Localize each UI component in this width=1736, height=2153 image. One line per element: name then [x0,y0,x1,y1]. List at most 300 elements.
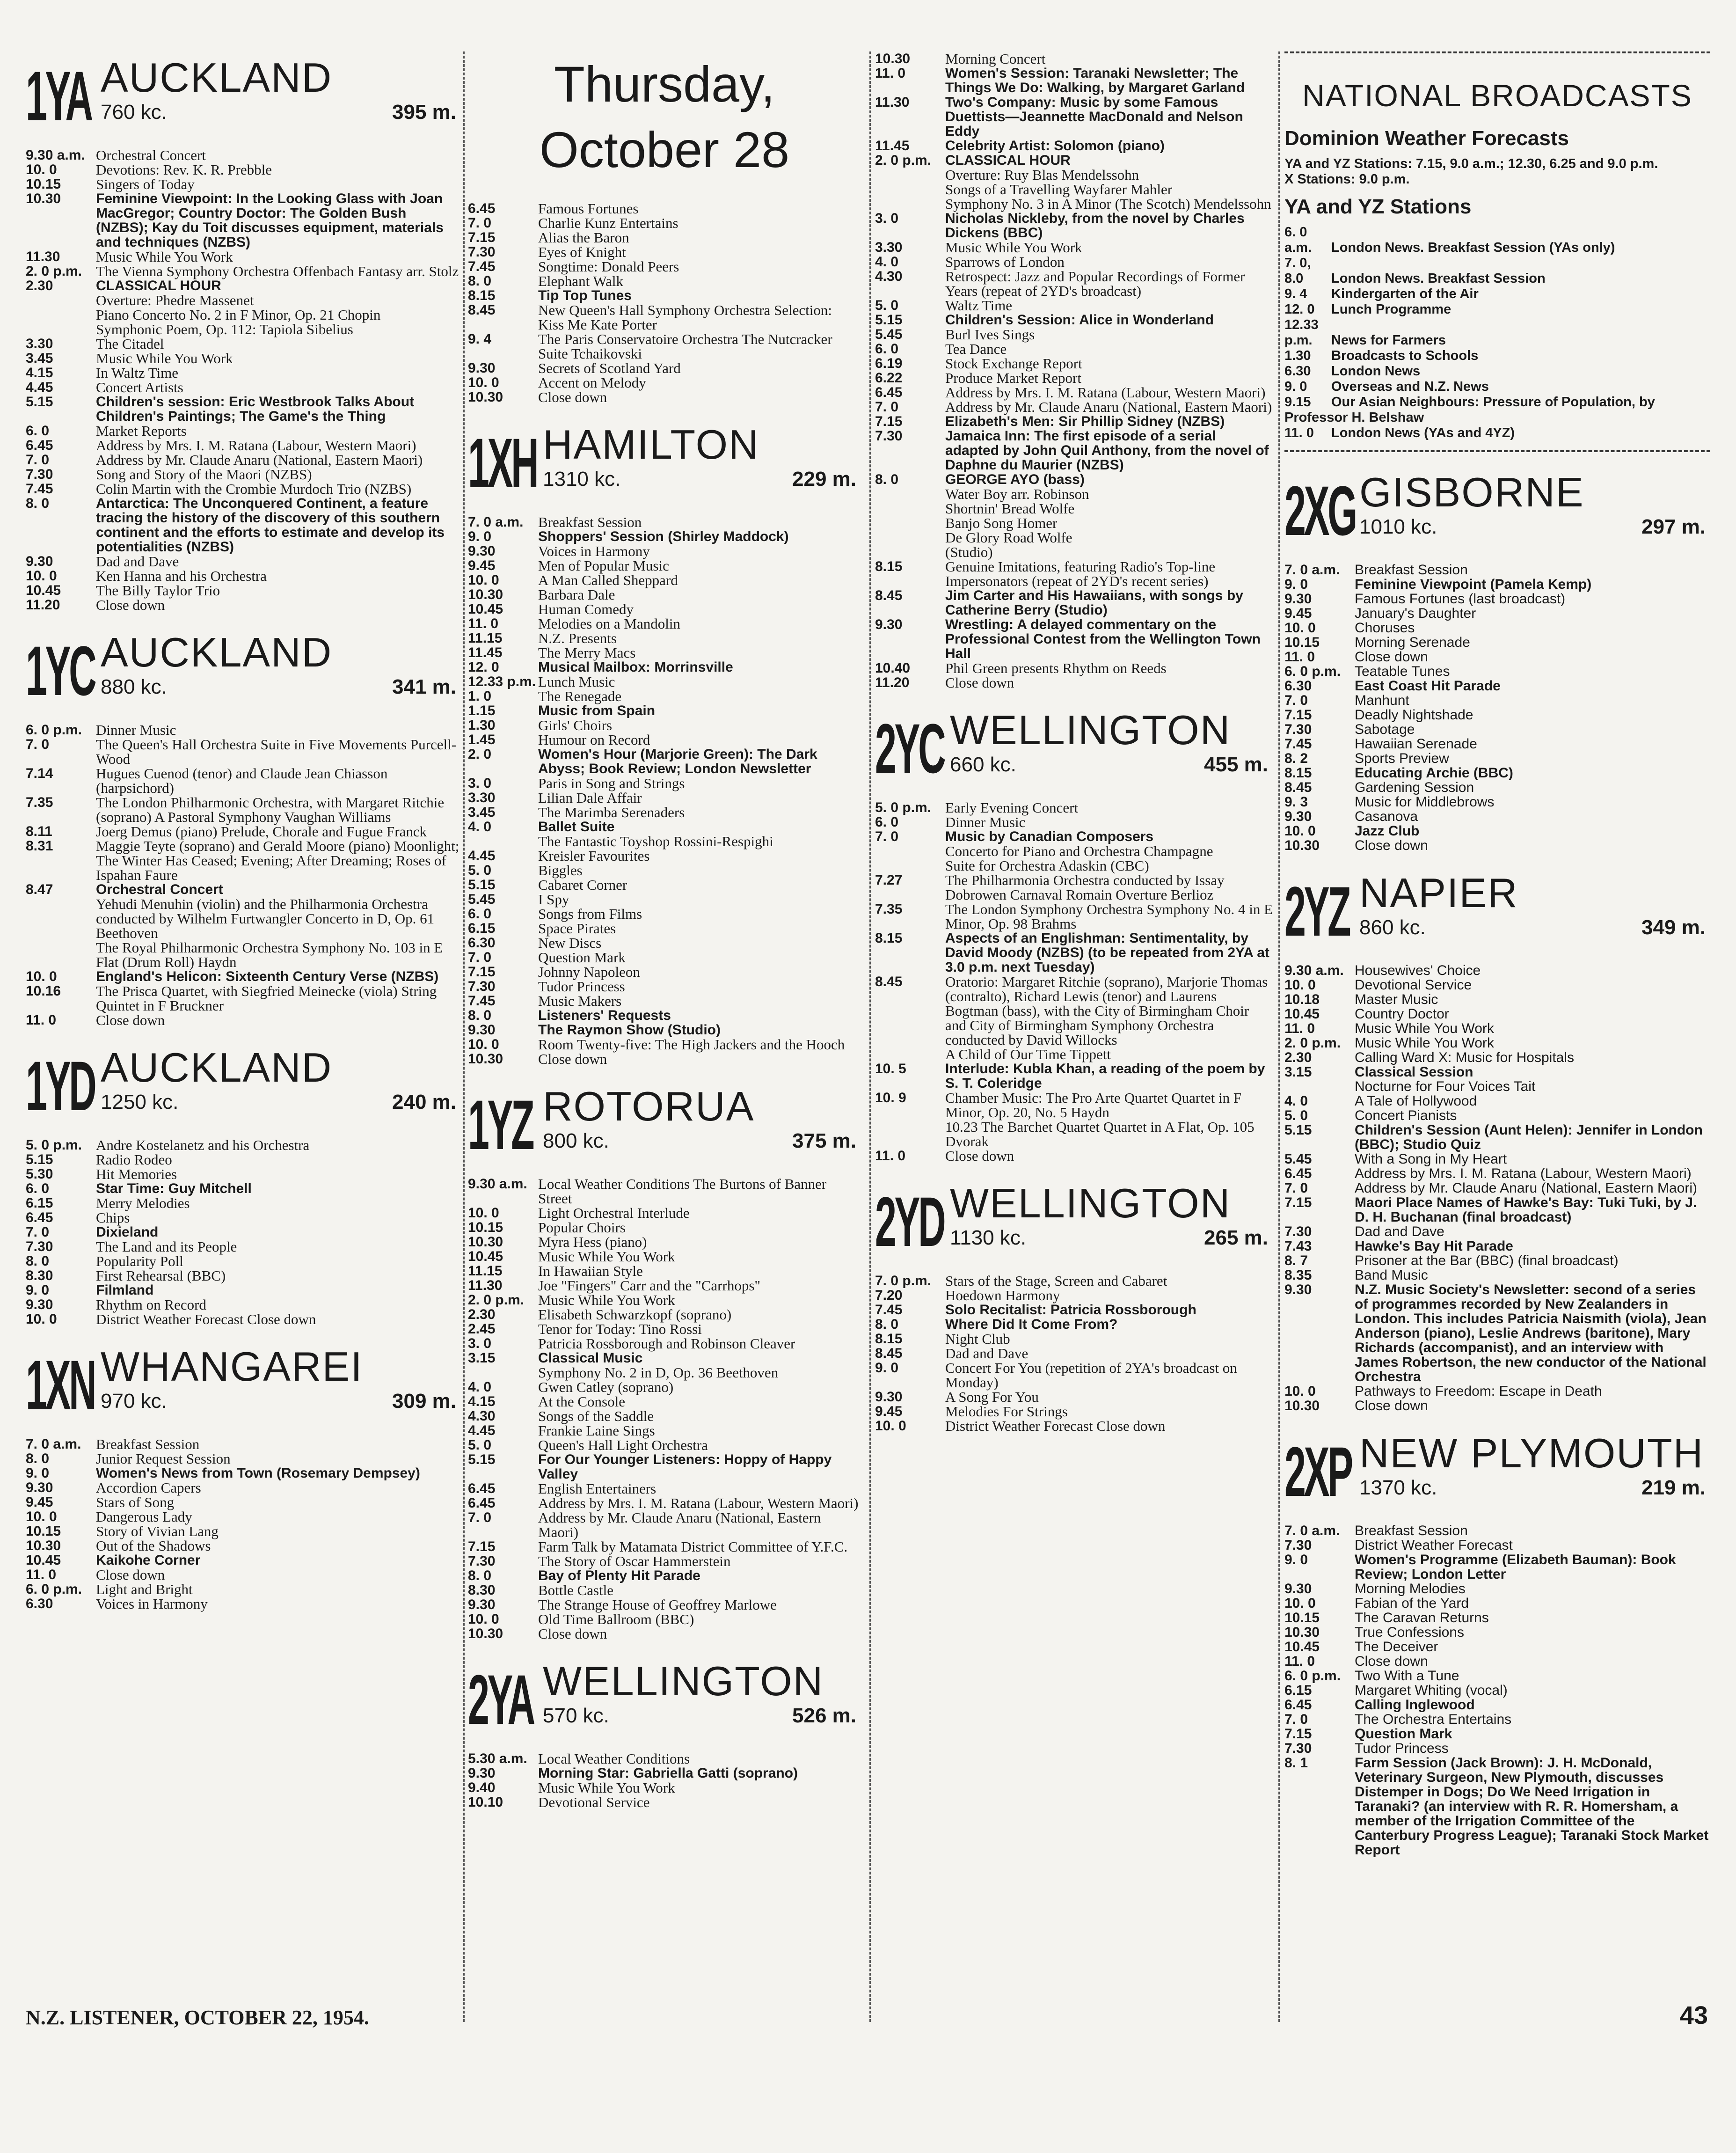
programme-item [1284,1756,1710,1857]
programme-time: 9.30 [26,554,53,569]
programme-item [1284,795,1710,809]
programme-item [26,824,461,839]
programme-item [26,162,461,177]
programme-time: 9.30 [26,1480,53,1495]
programme-time: 11. 0 [468,616,499,631]
programme-time: 5. 0 [468,863,492,878]
programme-item [468,1220,861,1235]
programme-title: Educating Archie (BBC) [1355,765,1513,781]
programme-item [468,718,861,732]
programme-item [1284,1611,1710,1625]
programme-time: 9.30 [468,360,496,376]
call-sign: 2YD [875,1182,944,1261]
programme-title: Elephant Walk [538,273,624,289]
programme-time: 6.15 [468,921,496,936]
programme-title: District Weather Forecast [1355,1538,1513,1553]
programme-item [26,1297,461,1312]
programme-title: Breakfast Session [96,1436,200,1452]
programme-item [875,545,1273,559]
programme-item [875,472,1273,487]
programme-item [875,95,1273,139]
programme-time: 6. 0 [875,341,899,357]
programme-time: 7.14 [26,766,53,781]
programme-time: 10.45 [468,601,503,617]
programme-item [875,588,1273,617]
programme-item [875,168,1273,182]
programme-time: 5. 0 p.m. [26,1137,82,1153]
programme-item [1284,1181,1710,1195]
programme-title: 10.23 The Barchet Quartet Quartet in A Flat, Op. 105 Dvorak [945,1119,1255,1150]
programme-time: 3.45 [468,805,496,820]
programme-item [875,153,1273,168]
programme-time: 5. 0 [875,298,899,313]
programme-item [468,1409,861,1423]
programme-title: Address by Mrs. I. M. Ratana (Labour, Western Maori) [538,1495,859,1511]
national-programme: Overseas and N.Z. News [1331,379,1489,394]
programme-time: 8. 0 [468,273,492,289]
programme-time: 4.45 [468,1423,496,1438]
programme-item [468,1597,861,1612]
programme-time: 3.15 [1284,1064,1312,1080]
station-city: ROTORUA [543,1083,755,1129]
programme-item [468,834,861,849]
programme-item [468,1235,861,1249]
programme-title: Tip Top Tunes [538,288,632,303]
programme-time: 10.40 [875,660,911,676]
programme-title: Close down [96,597,165,613]
programme-time [875,1120,945,1149]
programme-time: 10.30 [468,1626,503,1641]
programme-item [1284,1727,1710,1741]
column-3 [875,51,1273,1447]
programme-time: 2.30 [468,1307,496,1322]
programme-time: 7.45 [875,1302,903,1318]
national-item [1284,317,1710,348]
column-divider [869,51,871,2022]
programme-time [875,487,945,501]
programme-title: Jim Carter and His Hawaiians, with songs by Catherine Berry (Studio) [945,588,1243,618]
programme-title: Tudor Princess [538,978,625,995]
programme-item [468,515,861,529]
programme-item [1284,751,1710,766]
programme-item [1284,1683,1710,1698]
programme-title: Breakfast Session [1355,562,1468,578]
programme-item [875,139,1273,153]
programme-item [26,1138,461,1152]
programme-title: Master Music [1355,992,1438,1007]
programme-item [875,815,1273,829]
programme-title: Stars of the Stage, Screen and Cabaret [945,1273,1167,1289]
programme-time: 11.30 [875,95,910,110]
programme-time: 5.45 [1284,1151,1312,1167]
programme-title: Women's News from Town (Rosemary Dempsey) [96,1465,420,1481]
programme-item [1284,1021,1710,1036]
programme-title: Merry Melodies [96,1195,190,1211]
programme-title: Night Club [945,1331,1010,1347]
programme-item [468,1177,861,1206]
programme-time: 10.15 [1284,635,1320,650]
national-programme: News for Farmers [1331,333,1446,348]
programme-title: Breakfast Session [538,514,642,530]
programme-item [468,1052,861,1066]
programme-time: 9.30 a.m. [468,1176,527,1192]
programme-item [468,660,861,674]
programme-time: 10.45 [26,1553,61,1568]
programme-time: 9. 0 [1284,1552,1308,1567]
programme-item [875,211,1273,240]
programme-item [26,1553,461,1567]
programme-time: 3.30 [26,336,53,352]
programme-time: 6.45 [875,385,903,400]
programme-title: Voices in Harmony [96,1596,208,1612]
programme-title: Jamaica Inn: The first episode of a serial adapted by John Quil Anthony, from the novel of Daphne du Maurier (NZBS) [945,428,1269,473]
station-city: GISBORNE [1359,469,1584,515]
programme-time: 2. 0 p.m. [26,264,82,279]
programme-item [26,1596,461,1611]
programme-title: Symphony No. 3 in A Minor (The Scotch) Mendelssohn [945,196,1271,212]
programme-time [26,308,96,322]
programme-time: 11. 0 [1284,1021,1315,1036]
programme-title: Listeners' Requests [538,1008,671,1023]
programme-time: 8. 0 [468,1008,492,1023]
programme-item [468,1264,861,1278]
programme-title: Yehudi Menuhin (violin) and the Philharmonia Orchestra conducted by Wilhelm Furtwangler Concerto in D, Op. 61 Beethoven [96,896,435,941]
programme-item [26,940,461,969]
programme-title: Devotional Service [1355,977,1472,993]
programme-item [1284,809,1710,824]
programme-title: Eyes of Knight [538,244,626,260]
station-city: WELLINGTON [543,1658,824,1704]
programme-item [468,1307,861,1322]
programme-time: 8.45 [875,1346,903,1361]
programme-item [1284,606,1710,621]
programme-time: 7.45 [1284,736,1312,752]
programme-title: Dinner Music [96,722,176,738]
programme-title: Sparrows of London [945,254,1065,270]
programme-time: 7. 0 [1284,693,1308,708]
national-item [1284,256,1710,286]
programme-time: 8.31 [26,838,53,854]
programme-time: 5.30 [26,1166,53,1182]
programme-item [26,569,461,583]
programme-item [26,1013,461,1027]
programme-item [26,395,461,424]
programme-item [26,322,461,337]
programme-item [468,907,861,921]
column-2-body [468,201,861,1809]
programme-item [468,602,861,616]
national-item [1284,348,1710,364]
programme-time: 7. 0 a.m. [26,1436,81,1452]
programme-title: Lunch Music [538,674,615,690]
programme-time: 11. 0 [26,1567,57,1582]
programme-title: Space Pirates [538,920,616,937]
programme-item [26,1210,461,1225]
programme-time: 10.45 [1284,1639,1320,1655]
programme-item [1284,824,1710,838]
programme-time: 8.45 [875,974,903,989]
programme-time: 10.30 [1284,1398,1320,1413]
programme-time: 10. 0 [26,162,57,177]
programme-title: Andre Kostelanetz and his Orchestra [96,1137,310,1153]
programme-item [468,529,861,544]
programme-time: 4. 0 [875,254,899,270]
programme-title: Genuine Imitations, featuring Radio's Top-line Impersonators (repeat of 2YD's recent series) [945,558,1216,589]
programme-item [468,1751,861,1766]
programme-title: Famous Fortunes (last broadcast) [1355,591,1566,607]
programme-time: 7.30 [26,467,53,482]
programme-time: 7.30 [468,979,496,994]
programme-time: 9.30 [468,1765,496,1781]
programme-time: 9.30 [875,617,903,632]
station-block [875,704,1273,1163]
programme-item [875,675,1273,690]
programme-time: 3.30 [875,240,903,255]
programme-item [875,931,1273,974]
programme-item [875,327,1273,342]
publication-footer: N.Z. LISTENER, OCTOBER 22, 1954. [26,2006,369,2029]
programme-time [875,858,945,873]
programme-title: Men of Popular Music [538,557,669,574]
programme-title: Radio Rodeo [96,1151,172,1168]
programme-title: Burl Ives Sings [945,326,1035,343]
programme-item [26,1196,461,1210]
programme-title: Deadly Nightshade [1355,707,1473,723]
programme-title: Popular Choirs [538,1219,626,1236]
station-city: WHANGAREI [101,1343,363,1390]
programme-item [875,342,1273,356]
programme-title: New Queen's Hall Symphony Orchestra Selection: Kiss Me Kate Porter [538,302,832,333]
national-time: 1.30 [1284,348,1311,363]
programme-title: Accent on Melody [538,374,646,391]
programme-time: 6. 0 [875,814,899,830]
call-sign: 1YD [26,1047,95,1125]
programme-item [875,858,1273,873]
programme-title: Produce Market Report [945,370,1081,386]
programme-time: 7.15 [1284,1726,1312,1742]
programme-item [468,1023,861,1037]
programme-time: 8.15 [468,288,496,303]
programme-item [468,361,861,375]
programme-time: 6. 0 p.m. [26,1582,82,1597]
call-sign: 2YA [468,1660,533,1739]
programme-item [468,544,861,558]
programme-title: Music from Spain [538,703,656,718]
call-sign: 1YZ [468,1085,533,1164]
programme-time: 3. 0 [468,776,492,791]
programme-title: January's Daughter [1355,606,1476,621]
programme-title: A Man Called Sheppard [538,572,678,588]
programme-item [1284,621,1710,635]
programme-time: 10.10 [468,1794,503,1810]
station-header [26,626,461,720]
programme-time: 7. 0 [1284,1180,1308,1196]
national-programme: Kindergarten of the Air [1331,286,1479,301]
national-broadcasts-box [1284,51,1710,441]
column-4 [1284,51,1710,1871]
programme-title: The Renegade [538,688,622,704]
programme-time: 9.30 [468,1597,496,1612]
programme-item [1284,1166,1710,1181]
programme-time: 5.15 [26,394,53,410]
programme-title: Bottle Castle [538,1582,614,1598]
programme-item [875,255,1273,269]
programme-time: 8.15 [875,930,903,946]
programme-title: Market Reports [96,423,187,439]
national-programme: London News. Breakfast Session (YAs only) [1331,240,1615,255]
programme-item [468,1278,861,1293]
programme-title: Women's Session: Taranaki Newsletter; The Things We Do: Walking, by Margaret Garland [945,66,1245,95]
programme-item [875,487,1273,501]
programme-time: 10.15 [26,1523,61,1539]
programme-title: Music by Canadian Composers [945,829,1154,844]
programme-title: I Spy [538,891,569,908]
programme-item [26,482,461,496]
programme-title: Filmland [96,1282,154,1298]
programme-time: 10. 0 [26,568,57,584]
programme-title: Classical Session [1355,1064,1473,1080]
programme-item [26,1152,461,1167]
programme-time [26,293,96,308]
programme-time: 11.20 [875,675,910,690]
programme-title: Music While You Work [538,1780,675,1796]
programme-item [1284,1282,1710,1384]
programme-title: Kreisler Favourites [538,848,650,864]
programme-item [468,1423,861,1438]
programme-item [1284,1669,1710,1683]
programme-time: 10.15 [468,1220,503,1235]
station-frequency: 1010 kc. [1359,515,1437,538]
programme-title: Devotions: Rev. K. R. Prebble [96,161,272,178]
programme-item [875,1149,1273,1163]
station-wavelength: 219 m. [1641,1476,1706,1499]
programme-time: 4. 0 [468,1379,492,1395]
programme-title: Retrospect: Jazz and Popular Recordings of Former Years (repeat of 2YD's broadcast) [945,268,1245,299]
programme-title: Teatable Tunes [1355,664,1450,679]
programme-title: Queen's Hall Light Orchestra [538,1437,708,1453]
programme-title: Hawaiian Serenade [1355,736,1477,752]
programme-time: 9. 0 [1284,577,1308,592]
programme-time: 10.18 [1284,992,1320,1007]
station-city: AUCKLAND [101,629,333,675]
programme-title: Overture: Ruy Blas Mendelssohn [945,167,1139,183]
programme-time: 12.33 p.m. [468,674,536,689]
programme-title: Feminine Viewpoint (Pamela Kemp) [1355,577,1592,592]
programme-time: 10. 9 [875,1090,906,1106]
programme-title: At the Console [538,1393,625,1410]
programme-item [1284,722,1710,737]
programme-item [26,1538,461,1553]
programme-time: 8.45 [1284,780,1312,795]
programme-title: Classical Music [538,1350,643,1366]
programme-title: Star Time: Guy Mitchell [96,1181,252,1196]
national-item [1284,395,1710,425]
column-1 [26,51,461,1625]
programme-item [1284,635,1710,650]
programme-time: 9.30 [468,1022,496,1038]
station-wavelength: 265 m. [1204,1226,1268,1249]
programme-time: 10. 0 [1284,1596,1316,1611]
programme-time [875,545,945,559]
programme-item [1284,577,1710,592]
programme-item [468,994,861,1008]
programme-title: Close down [96,1567,165,1583]
station-header [875,1177,1273,1271]
station-city: WELLINGTON [950,707,1231,753]
call-sign: 2XP [1284,1432,1351,1511]
programme-item [26,438,461,453]
programme-title: Elizabeth's Men: Sir Phillip Sidney (NZBS) [945,414,1225,429]
programme-item [1284,1036,1710,1050]
station-header [1284,1427,1710,1521]
programme-item [875,873,1273,902]
programme-time: 6.15 [1284,1683,1312,1698]
programme-title: Oratorio: Margaret Ritchie (soprano), Marjorie Thomas (contralto), Richard Lewis (tenor) and Laurens Bogtman (bass), with the City of Birmingham Choir and City of Birmingham Symphony Orchestra conducted by David Willocks [945,974,1268,1048]
programme-title: Voices in Harmony [538,543,650,559]
station-city: NAPIER [1359,870,1518,916]
programme-time: 7.30 [468,244,496,260]
programme-time: 5.30 a.m. [468,1751,527,1766]
programme-item [26,766,461,795]
programme-title: Frankie Laine Sings [538,1422,655,1439]
programme-time: 7.30 [875,428,903,444]
programme-title: The Land and its People [96,1238,237,1255]
programme-time: 9.30 [1284,591,1312,607]
programme-item [875,530,1273,545]
programme-time: 7.35 [26,795,53,810]
programme-item [1284,693,1710,708]
programme-title: Margaret Whiting (vocal) [1355,1683,1508,1698]
programme-time: 6.45 [26,438,53,453]
programme-time: 7.15 [468,1539,496,1554]
programme-item [468,616,861,631]
programme-time: 11. 0 [1284,649,1315,665]
programme-title: Waltz Time [945,297,1013,314]
programme-item [875,51,1273,66]
programme-title: The London Philharmonic Orchestra, with Margaret Ritchie (soprano) A Pastoral Symphony Vaughan Williams [96,794,445,825]
programme-item [468,1568,861,1583]
programme-time: 7. 0 p.m. [875,1273,932,1289]
programme-item [26,380,461,395]
programme-time: 7.20 [875,1288,903,1303]
programme-title: In Hawaiian Style [538,1263,643,1279]
programme-item [875,414,1273,429]
programme-title: Address by Mrs. I. M. Ratana (Labour, Western Maori) [96,437,416,454]
programme-title: Two's Company: Music by some Famous Duettists—Jeannette MacDonald and Nelson Eddy [945,95,1243,139]
programme-item [1284,963,1710,978]
programme-item [1284,1741,1710,1756]
programme-title: Alias the Baron [538,229,629,246]
programme-time: 8.30 [468,1582,496,1598]
programme-title: Dad and Dave [1355,1224,1444,1239]
programme-time: 6.30 [26,1596,53,1611]
programme-title: Address by Mrs. I. M. Ratana (Labour, Western Maori) [1355,1166,1692,1181]
programme-title: Paris in Song and Strings [538,775,685,791]
programme-time: 9.30 [468,543,496,559]
programme-item [26,337,461,351]
programme-title: Music While You Work [1355,1021,1494,1036]
programme-title: The Prisca Quartet, with Siegfried Meinecke (viola) String Quintet in F Bruckner [96,983,437,1014]
national-time: 9. 4 [1284,286,1307,301]
weather-line: X Stations: 9.0 p.m. [1284,172,1410,187]
programme-item [468,1336,861,1351]
programme-item [1284,563,1710,577]
programme-time: 10.15 [1284,1610,1320,1626]
station-header [468,1080,861,1174]
programme-title: Song and Story of the Maori (NZBS) [96,466,312,483]
station-wavelength: 297 m. [1641,515,1706,538]
programme-title: The Deceiver [1355,1639,1438,1655]
